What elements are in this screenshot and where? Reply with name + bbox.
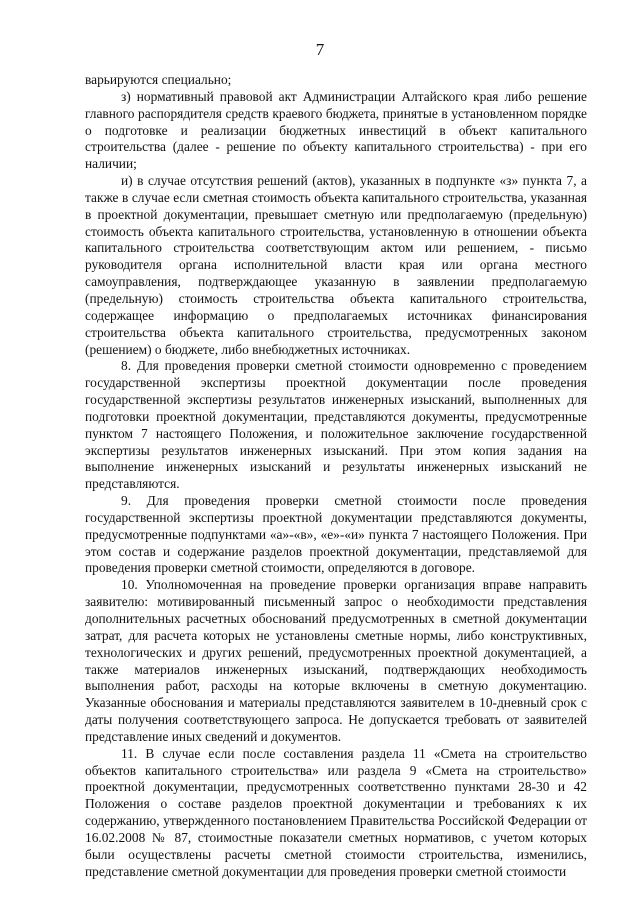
paragraph-item-9: 9. Для проведения проверки сметной стоимости после проведения государственной экспертизы проектной документации представляются документы, предусмотренные подпунктами «а»-«в», «е»-«и» пункта 7 настоящего Положения. При этом состав и содержание разделов проектной документации, представляемой для проведения проверки сметной стоимости, определяются в договоре.: [85, 493, 587, 576]
paragraph-subitem-z: з) нормативный правовой акт Администрации Алтайского края либо решение главного распорядителя средств краевого бюджета, принятые в установленном порядке о подготовке и реализации бюджетных инвестиций в объект капитального строительства (далее - решение по объекту капитального строительства) - при его наличии;: [85, 88, 587, 172]
page-number: 7: [315, 40, 325, 59]
document-body: [85, 72, 587, 881]
paragraph-item-11: 11. В случае если после составления раздела 11 «Смета на строительство объектов капитального строительства» или раздела 9 «Смета на строительство» проектной документации, предусмотренных соответственно пунктами 28-30 и 42 Положения о составе разделов проектной документации и требованиях к их содержанию, утвержденного постановлением Правительства Российской Федерации от 16.02.2008 № 87, стоимостные показатели сметных нормативов, с учетом которых были осуществлены расчеты сметной стоимости строительства, изменились, представление сметной документации для проведения проверки сметной стоимости: [85, 745, 587, 879]
paragraph-item-10: 10. Уполномоченная на проведение проверки организация вправе направить заявителю: мотивированный письменный запрос о необходимости представления дополнительных расчетных обоснований предусмотренных в сметной документации затрат, для расчета которых не установлены сметные нормы, либо конструктивных, технологических и других решений, предусмотренных проектной документацией, а также материалов инженерных изысканий, подтверждающих необходимость выполнения работ, расходы на которые включены в сметную документацию. Указанные обоснования и материалы представляются заявителем в 10-дневный срок с даты получения соответствующего запроса. Не допускается требовать от заявителей представление иных сведений и документов.: [85, 577, 587, 744]
paragraph-continuation: варьируются специально;: [85, 72, 232, 87]
paragraph-subitem-i: и) в случае отсутствия решений (актов), указанных в подпункте «з» пункта 7, а также в случае если сметная стоимость объекта капитального строительства, указанная в проектной документации, превышает сметную или предполагаемую (предельную) стоимость объекта капитального строительства, установленную в отношении объекта капитального строительства соответствующим актом или решением, - письмо руководителя органа исполнительной власти края или органа местного самоуправления, подтверждающее указанную в заявлении предполагаемую (предельную) стоимость строительства объекта капитального строительства, содержащее информацию о предполагаемых источниках финансирования строительства объекта капитального строительства, предусмотренных законом (решением) о бюджете, либо внебюджетных источниках.: [85, 173, 587, 357]
paragraph-item-8: 8. Для проведения проверки сметной стоимости одновременно с проведением государственной экспертизы проектной документации после проведения государственной экспертизы результатов инженерных изысканий, выполненных для подготовки проектной документации, представляются документы, предусмотренные пунктом 7 настоящего Положения, и положительное заключение государственной экспертизы результатов инженерных изысканий. При этом копия задания на выполнение инженерных изысканий и результаты инженерных изысканий не представляются.: [85, 358, 587, 492]
